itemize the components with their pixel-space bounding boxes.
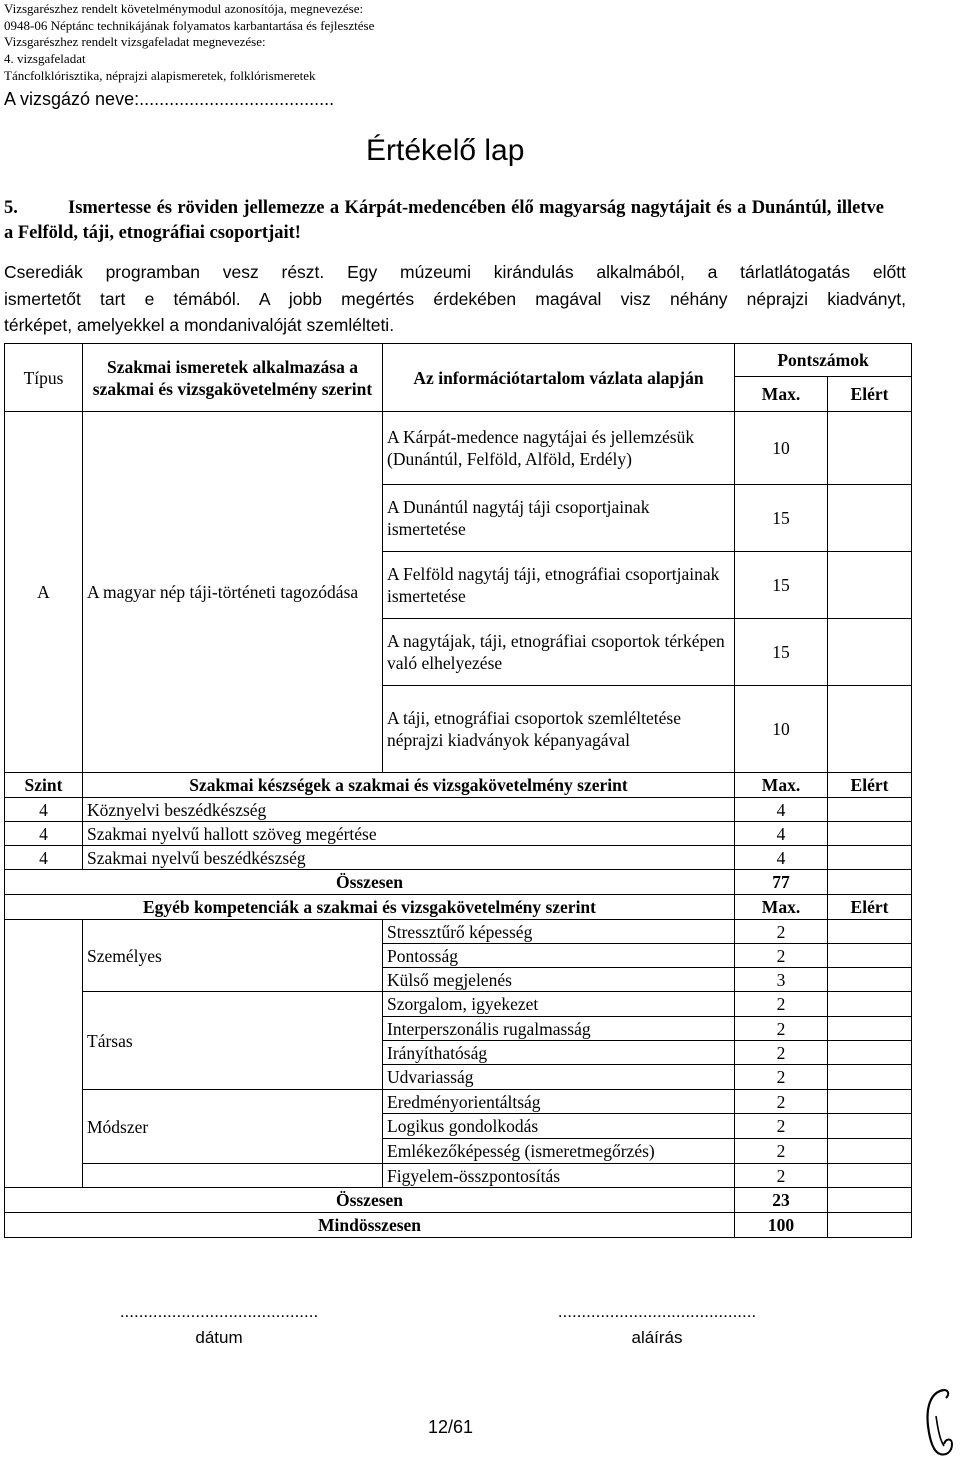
- publisher-logo-icon: [922, 1386, 956, 1458]
- grand-total-label: Mindösszesen: [5, 1213, 735, 1238]
- skill-level: 4: [5, 846, 83, 870]
- evaluation-table: [4, 343, 912, 1238]
- info-cell: A Dunántúl nagytáj táji csoportjainak ismertetése: [383, 485, 735, 552]
- competency-group-blank: [83, 1164, 383, 1188]
- skill-name: Köznyelvi beszédkészség: [83, 798, 735, 822]
- header-line-module-name: 0948-06 Néptánc technikájának folyamatos karbantartása és fejlesztése: [4, 17, 375, 33]
- skill-level: 4: [5, 822, 83, 846]
- skill-level: 4: [5, 798, 83, 822]
- max-points-cell: 15: [735, 552, 828, 619]
- task-statement: [4, 196, 884, 246]
- skill-max: 4: [735, 846, 828, 870]
- achieved-points-input[interactable]: [828, 1164, 912, 1188]
- col-header-max: Max.: [735, 377, 828, 412]
- subtotal-value: 23: [735, 1188, 828, 1213]
- competency-max: 2: [735, 1090, 828, 1114]
- info-cell: A nagytájak, táji, etnográfiai csoportok térképen való elhelyezése: [383, 619, 735, 686]
- achieved-points-input[interactable]: [828, 870, 912, 895]
- achieved-points-input[interactable]: [828, 1041, 912, 1065]
- skill-max: 4: [735, 798, 828, 822]
- col-header-knowledge: Szakmai ismeretek alkalmazása a szakmai és vizsgakövetelmény szerint: [83, 344, 383, 412]
- achieved-points-input[interactable]: [828, 1065, 912, 1090]
- skill-name: Szakmai nyelvű beszédkészség: [83, 846, 735, 870]
- examinee-name-line: A vizsgázó neve:.......................................: [4, 89, 335, 109]
- competency-max: 2: [735, 992, 828, 1017]
- achieved-points-input[interactable]: [828, 619, 912, 686]
- scenario-line: térképet, amelyekkel a mondanivalóját szemlélteti.: [4, 315, 395, 335]
- header-line-task-number: 4. vizsgafeladat: [4, 51, 86, 67]
- scenario-text: [4, 259, 906, 339]
- competency-name: Irányíthatóság: [383, 1041, 735, 1065]
- subtotal-value: 77: [735, 870, 828, 895]
- skills-header-title: Szakmai készségek a szakmai és vizsgakövetelmény szerint: [83, 773, 735, 798]
- page-number: 12/61: [428, 1417, 474, 1437]
- type-cell: A: [5, 412, 83, 773]
- achieved-points-input[interactable]: [828, 1090, 912, 1114]
- max-points-cell: 15: [735, 485, 828, 552]
- competency-group: Személyes: [83, 920, 383, 992]
- max-points-cell: 10: [735, 412, 828, 485]
- competency-name: Szorgalom, igyekezet: [383, 992, 735, 1017]
- info-cell: A Kárpát-medence nagytájai és jellemzésük (Dunántúl, Felföld, Alföld, Erdély): [383, 412, 735, 485]
- achieved-points-input[interactable]: [828, 798, 912, 822]
- achieved-points-input[interactable]: [828, 412, 912, 485]
- col-header-points: Pontszámok: [735, 344, 912, 377]
- competency-name: Stressztűrő képesség: [383, 920, 735, 944]
- task-number: 5.: [4, 198, 18, 218]
- competencies-header-title: Egyéb kompetenciák a szakmai és vizsgakövetelmény szerint: [5, 895, 735, 920]
- achieved-points-input[interactable]: [828, 944, 912, 968]
- achieved-points-input[interactable]: [828, 992, 912, 1017]
- skills-header-achieved: Elért: [828, 773, 912, 798]
- achieved-points-input[interactable]: [828, 920, 912, 944]
- skill-max: 4: [735, 822, 828, 846]
- competency-max: 2: [735, 1041, 828, 1065]
- max-points-cell: 10: [735, 686, 828, 773]
- competency-max: 2: [735, 1065, 828, 1090]
- achieved-points-input[interactable]: [828, 1139, 912, 1164]
- achieved-points-input[interactable]: [828, 822, 912, 846]
- header-line-task-label: Vizsgarészhez rendelt vizsgafeladat megnevezése:: [4, 34, 266, 50]
- max-points-cell: 15: [735, 619, 828, 686]
- achieved-points-input[interactable]: [828, 552, 912, 619]
- achieved-points-input[interactable]: [828, 686, 912, 773]
- task-text: Ismertesse és röviden jellemezze a Kárpát-medencében élő magyarság nagytájait és a Dunántúl, illetve a Felföld, táji, etnográfiai csoportjait!: [4, 198, 884, 243]
- signature-label: aláírás: [631, 1328, 683, 1347]
- date-dots: ..........................................: [119, 1302, 319, 1321]
- skills-header-max: Max.: [735, 773, 828, 798]
- date-field: [86, 1302, 352, 1348]
- competency-max: 2: [735, 1139, 828, 1164]
- competency-blank: [5, 992, 83, 1090]
- scenario-line: Cserediák programban vesz részt. Egy múzeumi kirándulás alkalmából, a tárlatlátogatás előtt: [4, 262, 906, 282]
- achieved-points-input[interactable]: [828, 1213, 912, 1238]
- competency-name: Eredményorientáltság: [383, 1090, 735, 1114]
- achieved-points-input[interactable]: [828, 846, 912, 870]
- competency-max: 2: [735, 1114, 828, 1139]
- competency-name: Logikus gondolkodás: [383, 1114, 735, 1139]
- achieved-points-input[interactable]: [828, 485, 912, 552]
- col-header-info: Az információtartalom vázlata alapján: [383, 344, 735, 412]
- knowledge-cell: A magyar nép táji-történeti tagozódása: [83, 412, 383, 773]
- scenario-line: ismertetőt tart e témából. A jobb megértés érdekében magával visz néhány néprajzi kiadványt,: [4, 288, 906, 309]
- competency-name: Figyelem-összpontosítás: [383, 1164, 735, 1188]
- achieved-points-input[interactable]: [828, 1188, 912, 1213]
- competency-max: 2: [735, 1017, 828, 1041]
- competency-name: Pontosság: [383, 944, 735, 968]
- competency-name: Udvariasság: [383, 1065, 735, 1090]
- competency-name: Emlékezőképesség (ismeretmegőrzés): [383, 1139, 735, 1164]
- subtotal-label: Összesen: [5, 870, 735, 895]
- subtotal-label: Összesen: [5, 1188, 735, 1213]
- competency-max: 2: [735, 1164, 828, 1188]
- signature-dots: ..........................................: [557, 1302, 757, 1321]
- signature-field: [524, 1302, 790, 1348]
- info-cell: A Felföld nagytáj táji, etnográfiai csoportjainak ismertetése: [383, 552, 735, 619]
- header-line-module-label: Vizsgarészhez rendelt követelménymodul azonosítója, megnevezése:: [4, 1, 364, 16]
- competency-blank: [5, 920, 83, 992]
- info-cell: A táji, etnográfiai csoportok szemléltetése néprajzi kiadványok képanyagával: [383, 686, 735, 773]
- col-header-type: Típus: [5, 344, 83, 412]
- skill-name: Szakmai nyelvű hallott szöveg megértése: [83, 822, 735, 846]
- skills-header-level: Szint: [5, 773, 83, 798]
- date-label: dátum: [195, 1328, 243, 1347]
- competencies-header-max: Max.: [735, 895, 828, 920]
- achieved-points-input[interactable]: [828, 968, 912, 992]
- competency-blank: [5, 1090, 83, 1188]
- achieved-points-input[interactable]: [828, 1114, 912, 1139]
- page-title: Értékelő lap: [366, 134, 525, 167]
- col-header-achieved: Elért: [828, 377, 912, 412]
- competency-group: Módszer: [83, 1090, 383, 1164]
- competencies-header-achieved: Elért: [828, 895, 912, 920]
- achieved-points-input[interactable]: [828, 1017, 912, 1041]
- header-line-task-name: Táncfolklórisztika, néprajzi alapismeretek, folklórismeretek: [4, 67, 316, 83]
- grand-total-value: 100: [735, 1213, 828, 1238]
- competency-name: Külső megjelenés: [383, 968, 735, 992]
- competency-group: Társas: [83, 992, 383, 1090]
- competency-max: 2: [735, 920, 828, 944]
- competency-name: Interperszonális rugalmasság: [383, 1017, 735, 1041]
- competency-max: 3: [735, 968, 828, 992]
- document-header: [4, 1, 374, 85]
- competency-max: 2: [735, 944, 828, 968]
